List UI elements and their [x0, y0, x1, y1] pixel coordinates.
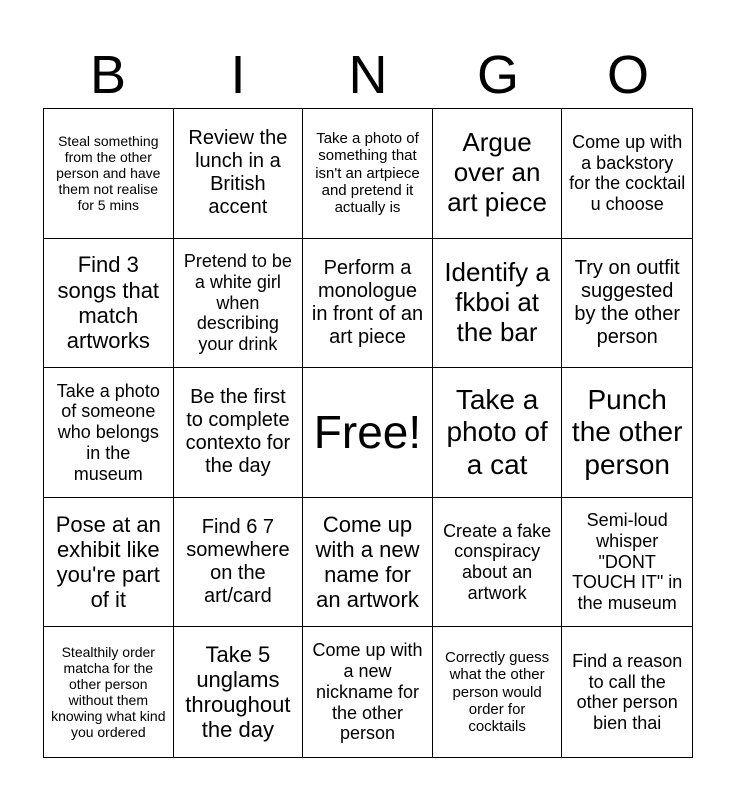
bingo-cell[interactable]: Correctly guess what the other person would order for cocktails — [433, 627, 563, 757]
bingo-cell[interactable]: Find 6 7 somewhere on the art/card — [174, 498, 304, 628]
free-cell[interactable]: Free! — [303, 368, 433, 498]
title-letter-n: N — [348, 45, 388, 105]
bingo-cell[interactable]: Find a reason to call the other person bien thai — [572, 650, 683, 733]
bingo-card-grid — [43, 108, 693, 758]
title-letter-i: I — [230, 45, 246, 105]
title-letter-o: O — [606, 45, 649, 105]
bingo-cell[interactable]: Come up with a backstory for the cocktail u choose — [562, 109, 692, 239]
bingo-cell[interactable]: Review the lunch in a British accent — [174, 109, 304, 239]
bingo-cell[interactable]: Perform a monologue in front of an art piece — [303, 239, 433, 369]
bingo-cell[interactable]: Take a photo of someone who belongs in the museum — [44, 368, 174, 498]
bingo-cell[interactable]: Pretend to be a white girl when describing your drink — [174, 239, 304, 369]
bingo-cell[interactable]: Punch the other person — [562, 368, 692, 498]
bingo-cell[interactable]: Find 3 songs that match artworks — [44, 239, 174, 369]
bingo-cell[interactable]: Take a photo of a cat — [433, 368, 563, 498]
bingo-cell[interactable]: Identify a fkboi at the bar — [433, 239, 563, 369]
bingo-cell[interactable]: Argue over an art piece — [433, 109, 563, 239]
bingo-cell[interactable]: Steal something from the other person and have them not realise for 5 mins — [44, 109, 174, 239]
bingo-cell[interactable]: Stealthily order matcha for the other person without them knowing what kind you ordered — [44, 627, 174, 757]
bingo-cell[interactable]: Take a photo of something that isn't an artpiece and pretend it actually is — [303, 109, 433, 239]
bingo-cell[interactable]: Come up with a new nickname for the other person — [303, 627, 433, 757]
bingo-cell[interactable]: Pose at an exhibit like you're part of it — [44, 498, 174, 628]
title-letter-g: G — [476, 45, 519, 105]
bingo-cell[interactable]: Take 5 unglams throughout the day — [174, 627, 304, 757]
title-letter-b: B — [89, 45, 127, 105]
bingo-cell[interactable]: Try on outfit suggested by the other person — [562, 239, 692, 369]
bingo-cell[interactable]: Come up with a new name for an artwork — [303, 498, 433, 628]
bingo-cell[interactable]: Semi-loud whisper "DONT TOUCH IT" in the museum — [562, 498, 692, 628]
bingo-title — [43, 42, 693, 108]
bingo-cell[interactable]: Create a fake conspiracy about an artwork — [433, 498, 563, 628]
bingo-cell[interactable]: Be the first to complete contexto for the day — [174, 368, 304, 498]
